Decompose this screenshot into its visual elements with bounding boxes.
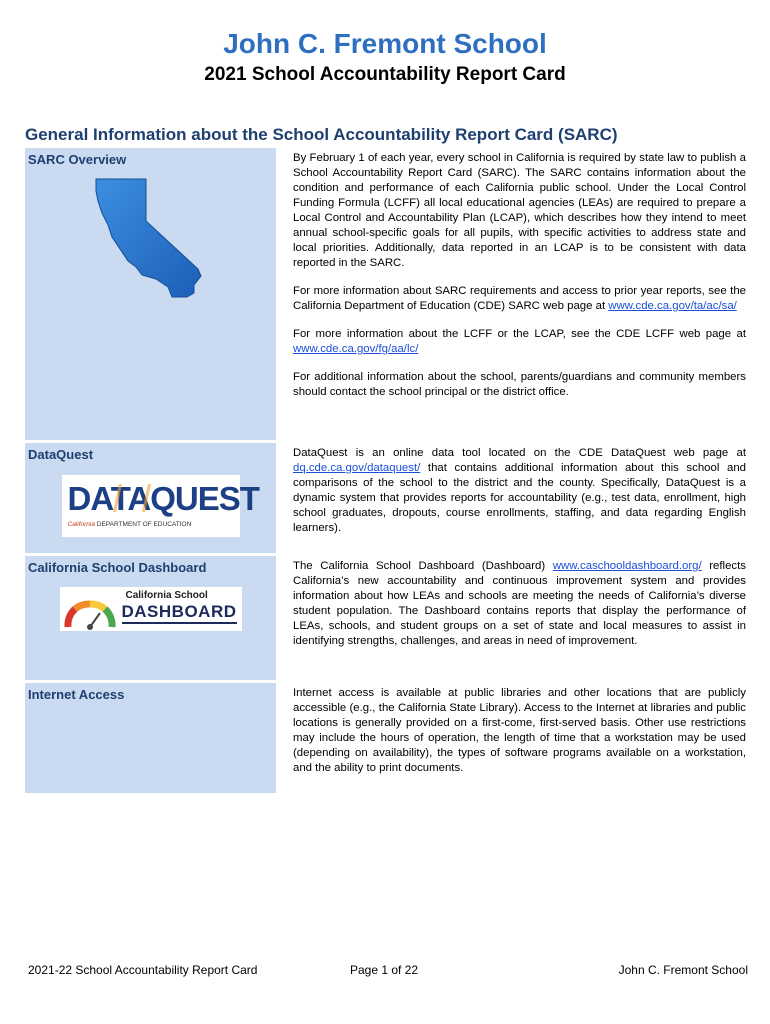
dataquest-logo-caption [68, 521, 192, 528]
dataquest-paragraph-text-before: DataQuest is an online data tool located on the CDE DataQuest web page at [293, 447, 746, 459]
sarc-overview-content [276, 148, 746, 442]
dashboard-paragraph [293, 559, 746, 649]
page-title: John C. Fremont School [223, 28, 547, 59]
footer-page-number: Page 1 of 22 [350, 963, 419, 977]
sarc-overview-paragraph-2 [293, 284, 746, 314]
sarc-overview-paragraph-4: For additional information about the school, parents/guardians and community members should contact the school principal or the district office. [293, 371, 746, 398]
dashboard-gauge-icon [62, 587, 118, 631]
footer-report-title: 2021-22 School Accountability Report Card [28, 963, 258, 977]
internet-access-content [276, 682, 746, 795]
dashboard-paragraph-text-after: reflects California’s new accountability and continuous improvement system and provides information about how LEAs and schools are meeting the needs of California’s diverse student population. The Dashboard contains reports that display the performance of LEAs, schools, and student groups on a set of state and local measures to assist in identifying strengths, challenges, and areas in need of improvement. [293, 560, 746, 647]
table-row-internet-access [25, 682, 746, 795]
section-heading: General Information about the School Accountability Report Card (SARC) [25, 125, 618, 144]
footer-school-name: John C. Fremont School [618, 963, 748, 977]
table-row-sarc-overview [25, 148, 746, 442]
internet-access-label-cell [25, 682, 276, 795]
internet-access-paragraph: Internet access is available at public libraries and other locations that are publicly accessible (e.g., the California State Library). Access to the Internet at libraries and public locations is generally provided on a first-come, first-served basis. Other use restrictions may include the hours of operation, the length of time that a workstation may be used (depending on availability), the types of software programs available on a workstation, and the ability to print documents. [293, 687, 746, 774]
cde-sarc-link[interactable]: www.cde.ca.gov/ta/ac/sa/ [608, 300, 737, 312]
dataquest-logo-word-data: DATA [67, 480, 151, 517]
sarc-overview-paragraph-1: By February 1 of each year, every school in California is required by state law to publish a School Accountability Report Card (SARC). The SARC contains information about the condition and performance of each California public school. Under the Local Control Funding Formula (LCFF) all local educational agencies (LEAs) are required to prepare a Local Control and Accountability Plan (LCAP), which describes how they intend to meet annual school-specific goals for all pupils, with specific activities to address state and local priorities. Additionally, data reported in an LCAP is to be consistent with data reported in the SARC. [293, 152, 746, 269]
dashboard-logo-text-top: California School [125, 590, 208, 601]
sarc-overview-paragraph-3 [293, 327, 746, 357]
dashboard-link[interactable]: www.caschooldashboard.org/ [552, 560, 702, 572]
sarc-overview-label: SARC Overview [28, 152, 127, 167]
dataquest-paragraph-text-after: that contains additional information about this school and comparisons of the school to the district and the county. Specifically, DataQuest is a dynamic system that provides reports for accountability (e.g., test data, enrollment, high school graduates, dropouts, course enrollments, staffing, and data regarding English learners). [293, 462, 746, 534]
page-subtitle: 2021 School Accountability Report Card [204, 64, 566, 85]
dashboard-label: California School Dashboard [28, 560, 207, 575]
sarc-overview-paragraph-2-text: For more information about SARC requirements and access to prior year reports, see the California Department of Education (CDE) SARC web page at [293, 285, 746, 312]
sarc-info-table [25, 148, 746, 796]
dataquest-logo [62, 475, 259, 537]
dataquest-logo-word-quest: QUEST [150, 480, 259, 517]
dashboard-logo [60, 587, 242, 631]
sarc-overview-paragraph-3-text: For more information about the LCFF or the LCAP, see the CDE LCFF web page at [293, 328, 746, 340]
dataquest-logo-caption-dept: DEPARTMENT OF EDUCATION [94, 521, 192, 528]
dashboard-logo-text-main: DASHBOARD [122, 602, 237, 624]
table-row-dataquest [25, 442, 746, 555]
dashboard-paragraph-text-before: The California School Dashboard (Dashboard) [293, 560, 553, 572]
dataquest-label: DataQuest [28, 447, 94, 462]
dashboard-label-cell [25, 555, 276, 682]
table-row-dashboard [25, 555, 746, 682]
dataquest-link[interactable]: dq.cde.ca.gov/dataquest/ [293, 462, 421, 474]
internet-access-label: Internet Access [28, 687, 125, 702]
california-map-image [68, 173, 258, 313]
dataquest-paragraph [293, 446, 746, 536]
dataquest-logo-accent [113, 484, 151, 512]
sarc-overview-label-cell [25, 148, 276, 442]
dataquest-content [276, 442, 746, 555]
dataquest-label-cell [25, 442, 276, 555]
dataquest-logo-caption-state: California [67, 521, 95, 528]
cde-lcff-link[interactable]: www.cde.ca.gov/fg/aa/lc/ [293, 343, 419, 355]
dashboard-content [276, 555, 746, 682]
